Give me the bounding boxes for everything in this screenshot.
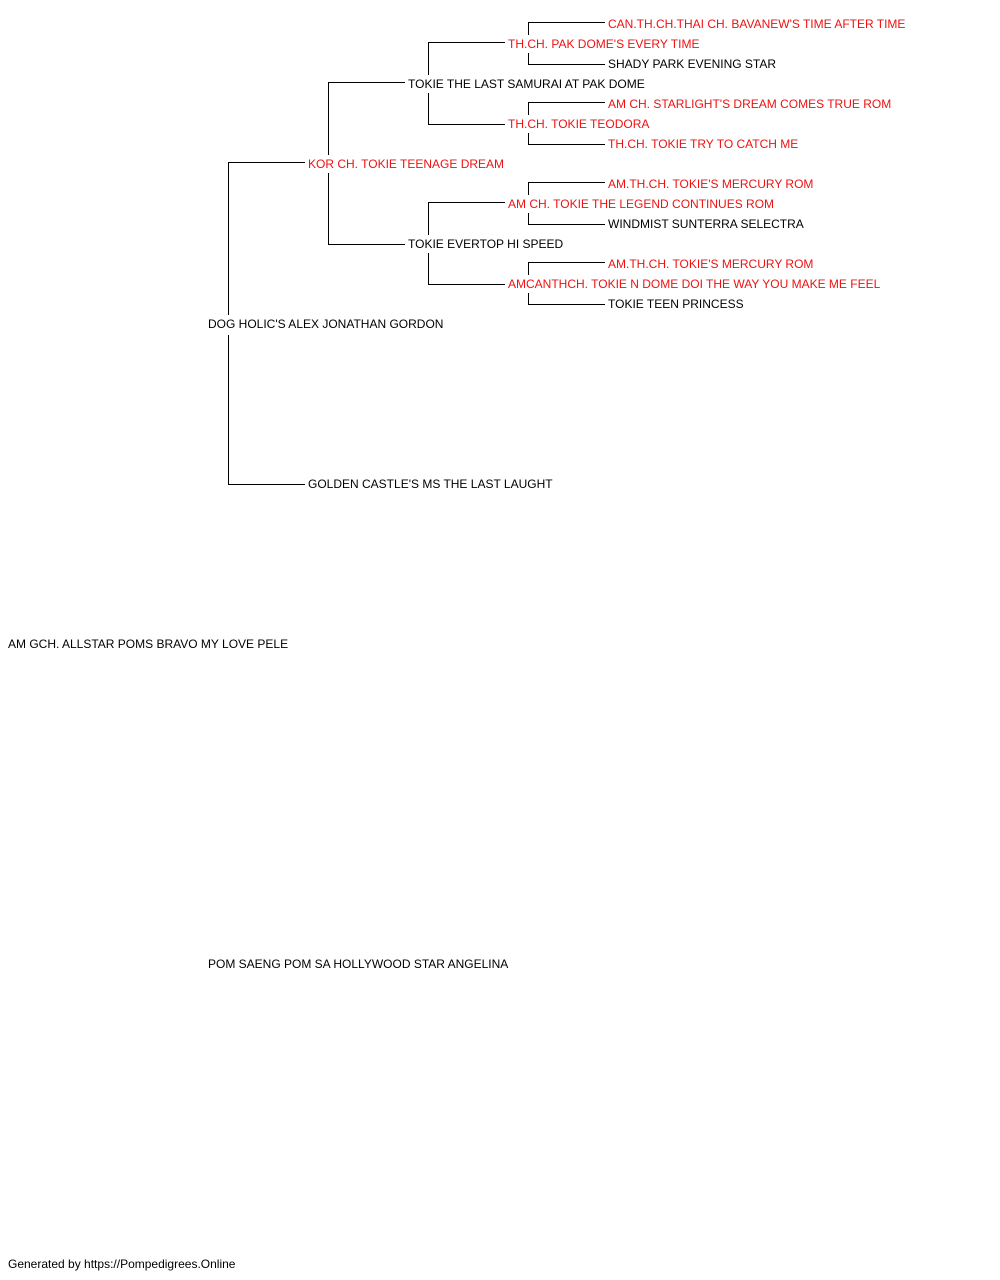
connector-line <box>529 213 606 225</box>
connector-line <box>229 163 306 316</box>
paternal-grandsire: KOR CH. TOKIE TEENAGE DREAM <box>308 157 505 171</box>
gen4-sire-sire: TH.CH. PAK DOME'S EVERY TIME <box>508 37 700 51</box>
gen3-dam: TOKIE EVERTOP HI SPEED <box>408 237 564 251</box>
gen4-dam-dam: AMCANTHCH. TOKIE N DOME DOI THE WAY YOU MAKE ME FEEL <box>508 277 881 291</box>
gen5-ancestor: SHADY PARK EVENING STAR <box>608 57 777 71</box>
gen5-ancestor: TH.CH. TOKIE TRY TO CATCH ME <box>608 137 799 151</box>
connector-line <box>529 263 606 276</box>
connector-line <box>329 173 406 245</box>
connector-line <box>429 43 506 76</box>
gen5-ancestor: AM.TH.CH. TOKIE'S MERCURY ROM <box>608 257 814 271</box>
dam: POM SAENG POM SA HOLLYWOOD STAR ANGELINA <box>208 957 509 971</box>
connector-line <box>529 183 606 196</box>
connector-line <box>429 203 506 236</box>
connector-line <box>429 93 506 125</box>
paternal-granddam: GOLDEN CASTLE'S MS THE LAST LAUGHT <box>308 477 553 491</box>
sire: DOG HOLIC'S ALEX JONATHAN GORDON <box>208 317 444 331</box>
gen4-dam-sire: AM CH. TOKIE THE LEGEND CONTINUES ROM <box>508 197 775 211</box>
generated-by-credit: Generated by https://Pompedigrees.Online <box>8 1257 236 1271</box>
connector-line <box>529 293 606 305</box>
gen4-sire-dam: TH.CH. TOKIE TEODORA <box>508 117 650 131</box>
connector-line <box>429 253 506 285</box>
gen5-ancestor: AM.TH.CH. TOKIE'S MERCURY ROM <box>608 177 814 191</box>
gen5-ancestor: AM CH. STARLIGHT'S DREAM COMES TRUE ROM <box>608 97 892 111</box>
connector-line <box>529 103 606 116</box>
gen5-ancestor: WINDMIST SUNTERRA SELECTRA <box>608 217 804 231</box>
connector-line <box>529 23 606 36</box>
connector-line <box>329 83 406 156</box>
connector-line <box>529 133 606 145</box>
gen5-ancestor: CAN.TH.CH.THAI CH. BAVANEW'S TIME AFTER TIME <box>608 17 906 31</box>
gen3-sire: TOKIE THE LAST SAMURAI AT PAK DOME <box>408 77 645 91</box>
gen5-ancestor: TOKIE TEEN PRINCESS <box>608 297 744 311</box>
connector-line <box>529 53 606 65</box>
connector-line <box>229 335 306 485</box>
subject-dog: AM GCH. ALLSTAR POMS BRAVO MY LOVE PELE <box>8 637 289 651</box>
